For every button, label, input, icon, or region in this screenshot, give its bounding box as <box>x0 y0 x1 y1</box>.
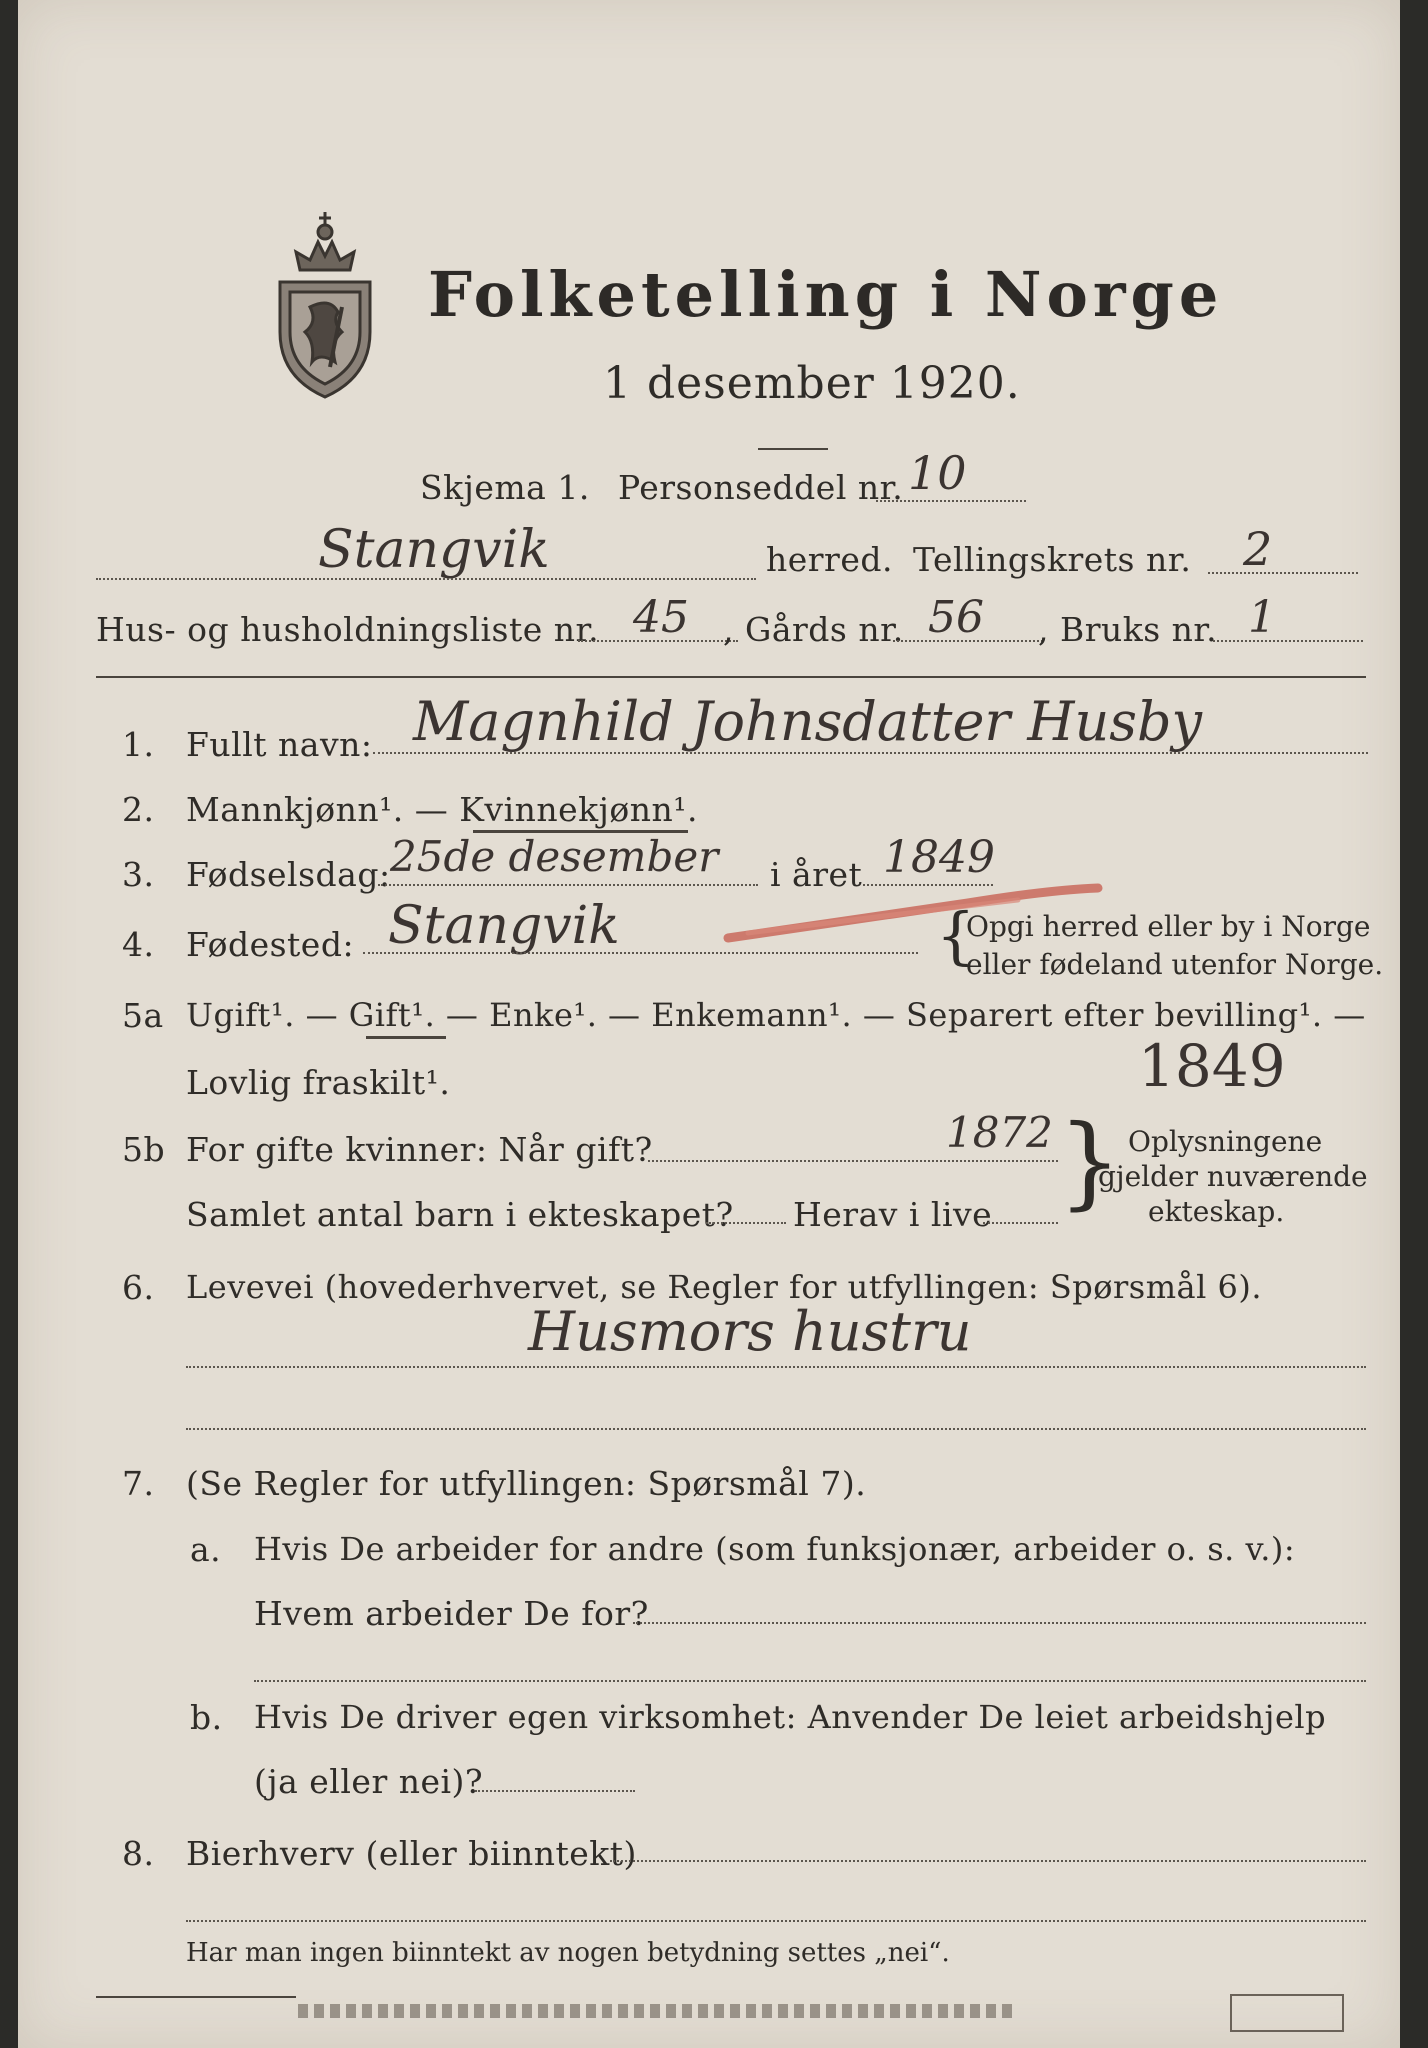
q6-line2 <box>186 1428 1366 1430</box>
hus-label: Hus- og husholdningsliste nr. <box>96 610 600 649</box>
skjema-label: Skjema 1. <box>420 468 590 507</box>
q5b-line3 <box>983 1222 1058 1224</box>
q5b-line1 <box>648 1160 1058 1162</box>
q1-full-name-value: Magnhild Johnsdatter Husby <box>413 690 1203 753</box>
q7-label: (Se Regler for utfyllingen: Spørsmål 7). <box>186 1464 867 1503</box>
q8-number: 8. <box>122 1834 155 1873</box>
bruks-label: , Bruks nr. <box>1038 610 1218 649</box>
q7a-text: Hvis De arbeider for andre (som funksjonær, arbeider o. s. v.): <box>254 1530 1296 1568</box>
q7b-question: (ja eller nei)? <box>254 1762 484 1801</box>
herred-label: herred. <box>766 540 893 579</box>
q1-number: 1. <box>122 725 155 764</box>
hus-line <box>578 640 738 642</box>
q1-label: Fullt navn: <box>186 725 373 764</box>
form-title: Folketelling i Norge <box>428 258 1224 331</box>
q8-line2 <box>186 1920 1366 1922</box>
q2-gender-options: Mannkjønn¹. — Kvinnekjønn¹. <box>186 790 698 829</box>
personseddel-line <box>876 500 1026 502</box>
q5b-brace: } <box>1058 1103 1122 1220</box>
q3-line <box>378 884 758 886</box>
q6-number: 6. <box>122 1268 155 1307</box>
tellingskrets-label: Tellingskrets nr. <box>913 540 1192 579</box>
q4-brace: { <box>936 899 976 972</box>
herred-value: Stangvik <box>318 520 550 580</box>
tellingskrets-value: 2 <box>1243 522 1273 576</box>
q2-number: 2. <box>122 790 155 829</box>
q7a-line1 <box>633 1622 1366 1624</box>
gards-label: , Gårds nr. <box>723 610 904 649</box>
q5a-gift-underline <box>366 1036 446 1039</box>
q6-line1 <box>186 1366 1366 1368</box>
q5b-note-line3: ekteskap. <box>1148 1195 1285 1228</box>
q7b-line <box>475 1790 635 1792</box>
hus-value: 45 <box>633 592 689 643</box>
norwegian-coat-of-arms-icon <box>260 192 390 402</box>
header-separator <box>96 676 1366 678</box>
gards-line <box>893 640 1043 642</box>
q5a-number: 5a <box>122 996 164 1035</box>
bruks-line <box>1213 640 1363 642</box>
q5b-note-line2: gjelder nuværende <box>1098 1160 1368 1193</box>
footer-note: Har man ingen biinntekt av nogen betydning settes „nei“. <box>186 1938 950 1968</box>
q8-line1 <box>610 1860 1366 1862</box>
census-date: 1 desember 1920. <box>603 358 1021 409</box>
q3-birthday-value: 25de desember <box>390 832 719 881</box>
q5a-margin-note: 1849 <box>1138 1032 1286 1100</box>
q1-line <box>373 752 1368 754</box>
q7a-line2 <box>254 1680 1366 1682</box>
q3-label: Fødselsdag: <box>186 855 391 894</box>
census-form-page <box>18 0 1400 2048</box>
bruks-value: 1 <box>1248 592 1276 643</box>
q4-label: Fødested: <box>186 925 355 964</box>
personseddel-label: Personseddel nr. <box>618 468 904 507</box>
q5a-line2: Lovlig fraskilt¹. <box>186 1063 451 1102</box>
q5b-line2 <box>706 1222 786 1224</box>
tellingskrets-line <box>1208 572 1358 574</box>
q3-number: 3. <box>122 855 155 894</box>
q7b-letter: b. <box>190 1698 223 1737</box>
q5b-number: 5b <box>122 1130 166 1169</box>
herred-line <box>96 578 756 580</box>
title-divider <box>758 448 828 450</box>
q7b-text: Hvis De driver egen virksomhet: Anvender De leiet arbeidshjelp <box>254 1698 1327 1736</box>
q5b-label-married: For gifte kvinner: Når gift? <box>186 1130 653 1169</box>
q7a-question: Hvem arbeider De for? <box>254 1594 649 1633</box>
printer-stamp <box>1230 1994 1344 2032</box>
q4-number: 4. <box>122 925 155 964</box>
q5a-marital-options: Ugift¹. — Gift¹. — Enke¹. — Enkemann¹. — Separert efter bevilling¹. — <box>186 996 1366 1034</box>
q4-note-line2: eller fødeland utenfor Norge. <box>966 948 1384 981</box>
cut-off-text <box>298 2004 1018 2018</box>
q6-label: Levevei (hovederhvervet, se Regler for utfyllingen: Spørsmål 6). <box>186 1268 1263 1306</box>
gards-value: 56 <box>928 592 984 643</box>
q4-line <box>363 952 918 954</box>
q5b-label-children: Samlet antal barn i ekteskapet? <box>186 1195 734 1234</box>
q3-year-label: i året <box>770 855 863 894</box>
q6-occupation-value: Husmors hustru <box>528 1300 972 1363</box>
q3-year-value: 1849 <box>883 832 995 883</box>
q5b-married-value: 1872 <box>946 1108 1053 1157</box>
personseddel-value: 10 <box>908 446 967 500</box>
q4-note-line1: Opgi herred eller by i Norge <box>966 910 1371 943</box>
q5b-label-alive: Herav i live <box>793 1195 993 1234</box>
q4-birthplace-value: Stangvik <box>388 896 620 956</box>
q7-number: 7. <box>122 1464 155 1503</box>
q7a-letter: a. <box>190 1530 222 1569</box>
footnote-rule <box>96 1996 296 1998</box>
q8-label: Bierhverv (eller biinntekt) <box>186 1834 637 1873</box>
q5b-note-line1: Oplysningene <box>1128 1125 1323 1158</box>
